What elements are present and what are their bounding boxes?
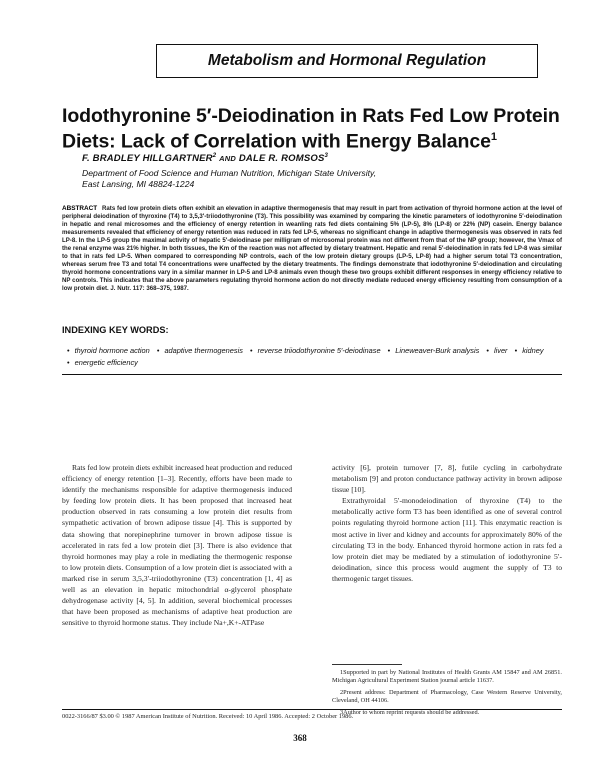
author-1-marker: 2 bbox=[212, 153, 217, 159]
authors-conjunction: AND bbox=[219, 154, 236, 164]
bullet-icon: • bbox=[514, 346, 518, 355]
bullet-icon: • bbox=[249, 346, 253, 355]
abstract-label: ABSTRACT bbox=[62, 205, 98, 212]
authors bbox=[82, 153, 562, 164]
article-title-text: Iodothyronine 5′-Deiodination in Rats Fed Low Protein Diets: Lack of Correlation with Energy Balance bbox=[62, 105, 560, 153]
publication-line: 0022-3166/87 $3.00 © 1987 American Institute of Nutrition. Received: 10 April 1986. Accepted: 2 October 1986. bbox=[62, 713, 354, 720]
abstract-citation: J. Nutr. 117: 368–375, 1987. bbox=[110, 285, 189, 293]
section-divider bbox=[62, 374, 562, 375]
body-paragraph: activity [6], protein turnover [7, 8], futile cycling in carbohydrate metabolism [9] and proton conductance pathway activity in brown adipose tissue [10]. bbox=[332, 463, 562, 495]
body-paragraph: Rats fed low protein diets exhibit increased heat production and reduced efficiency of energy retention [1–3]. Recently, efforts have been made to identify the mechanisms responsible for adaptive thermogenesis induced by feeding low protein diets. It has been proposed that increased heat production observed in rats consuming a low protein diet results from sympathetic activation of brown adipose tissue [4]. This is supported by data showing that norepinephrine turnover in brown adipose tissue is accelerated in rats fed a low protein diet [3]. There is also evidence that thyroid hormones may play a role in mediating the thermogenic response to low protein diets. Consumption of a low protein diet is associated with a marked rise in serum 3,5,3′-triiodothyronine (T3) concentration [1, 4] as well as an elevation in hepatic mitochondrial α-glycerol phosphate dehydrogenase activity [4, 5]. In addition, several biochemical processes that have been proposed as mechanisms of adaptive heat production are sensitive to thyroid hormone status. They include Na+,K+-ATPase bbox=[62, 463, 292, 628]
footnote: 1Supported in part by National Institutes of Health Grants AM 15847 and AM 26851. Michigan Agricultural Experiment Station journal article 11637. bbox=[332, 669, 562, 685]
footnote: 3Author to whom reprint requests should be addressed. bbox=[340, 708, 480, 716]
affiliation bbox=[82, 168, 502, 190]
affiliation-line-1: Department of Food Science and Human Nutrition, Michigan State University, bbox=[82, 168, 377, 178]
author-2-marker: 3 bbox=[324, 153, 329, 159]
section-title: Metabolism and Hormonal Regulation bbox=[207, 52, 487, 69]
keyword: adaptive thermogenesis bbox=[164, 346, 243, 355]
keyword: kidney bbox=[522, 346, 544, 355]
page-number: 368 bbox=[293, 733, 307, 743]
bullet-icon: • bbox=[67, 346, 70, 355]
body-column-right bbox=[332, 462, 562, 584]
keyword: energetic efficiency bbox=[74, 358, 138, 367]
bullet-icon: • bbox=[387, 346, 391, 355]
keyword-list bbox=[62, 345, 562, 369]
author-2: DALE R. ROMSOS bbox=[238, 153, 325, 165]
affiliation-line-2: East Lansing, MI 48824-1224 bbox=[82, 179, 195, 189]
bullet-icon: • bbox=[67, 358, 70, 367]
bottom-divider bbox=[62, 709, 562, 710]
body-paragraph: Extrathyroidal 5′-monodeiodination of thyroxine (T4) to the metabolically active form T3 has been identified as one of several control points regulating thyroid hormone action [11]. This enzymatic reaction is most active in liver and kidney and accounts for approximately 80% of the circulating T3 in the body. Enhanced thyroid hormone action in rats fed a low protein diet may be mediated by a stimulation of iodothyronine 5′-deiodination, since this process would augment the supply of T3 to thermogenic target tissues. bbox=[332, 496, 562, 583]
abstract bbox=[62, 205, 562, 294]
bullet-icon: • bbox=[486, 346, 489, 355]
footnotes bbox=[332, 664, 562, 720]
keyword: liver bbox=[493, 346, 508, 355]
keyword: thyroid hormone action bbox=[74, 346, 150, 355]
keyword: Lineweaver-Burk analysis bbox=[395, 346, 480, 355]
section-banner bbox=[156, 44, 538, 78]
title-footnote-marker: 1 bbox=[490, 131, 497, 143]
article-title bbox=[62, 106, 562, 153]
bullet-icon: • bbox=[156, 346, 160, 355]
abstract-text: Rats fed low protein diets often exhibit an elevation in adaptive thermogenesis that may result in part from activation of thyroid hormone action at the level of peripheral deiodination of thyroxine (T4) to 3,5,3′-triiodothyronine (T3). This possibility was examined by comparing the kinetic parameters of iodothyronine 5′-deiodination in hepatic and renal microsomes and the efficiency of energy retention in weanling rats fed diets containing 5% (LP-5), 8% (LP-8) or 22% (NP) casein. Energy balance measurements revealed that efficiency of energy retention was reduced in rats fed LP-5, whereas no significant change in adaptive thermogenesis was observed in rats fed LP-8. In the LP-5 group the maximal activity of hepatic 5′-deiodinase per milligram of microsomal protein was not different from that of the NP group; however, the Vmax of the renal enzyme was 21% higher. In both tissues, the Km of the reaction was not affected by dietary treatment. Hepatic and renal 5′-deiodination in rats fed LP-8 was similar to that in rats fed LP-5. When compared to corresponding NP controls, each of the low protein dietary groups (LP-5, LP-8) had a higher serum total T3 concentration, whereas serum free T3 and total T4 concentrations were unaffected by the dietary treatments. The findings demonstrate that iodothyronine 5′-deiodination and circulating thyroid hormone concentrations vary in a similar manner in LP-5 and LP-8 animals even though these two groups exhibit different responses in energy efficiency relative to NP controls. This indicates that the above parameters regulating thyroid hormone action do not directly mediate reduced energy efficiency resulting from consumption of a low protein diet. bbox=[62, 205, 562, 293]
body-column-left bbox=[62, 462, 292, 628]
indexing-header: INDEXING KEY WORDS: bbox=[62, 325, 169, 335]
author-1: F. BRADLEY HILLGARTNER bbox=[82, 153, 213, 165]
footnote-divider bbox=[332, 664, 402, 665]
keyword: reverse triiodothyronine 5′-deiodinase bbox=[257, 346, 381, 355]
footnote: 2Present address: Department of Pharmacology, Case Western Reserve University, Cleveland, OH 44106. bbox=[332, 688, 562, 705]
